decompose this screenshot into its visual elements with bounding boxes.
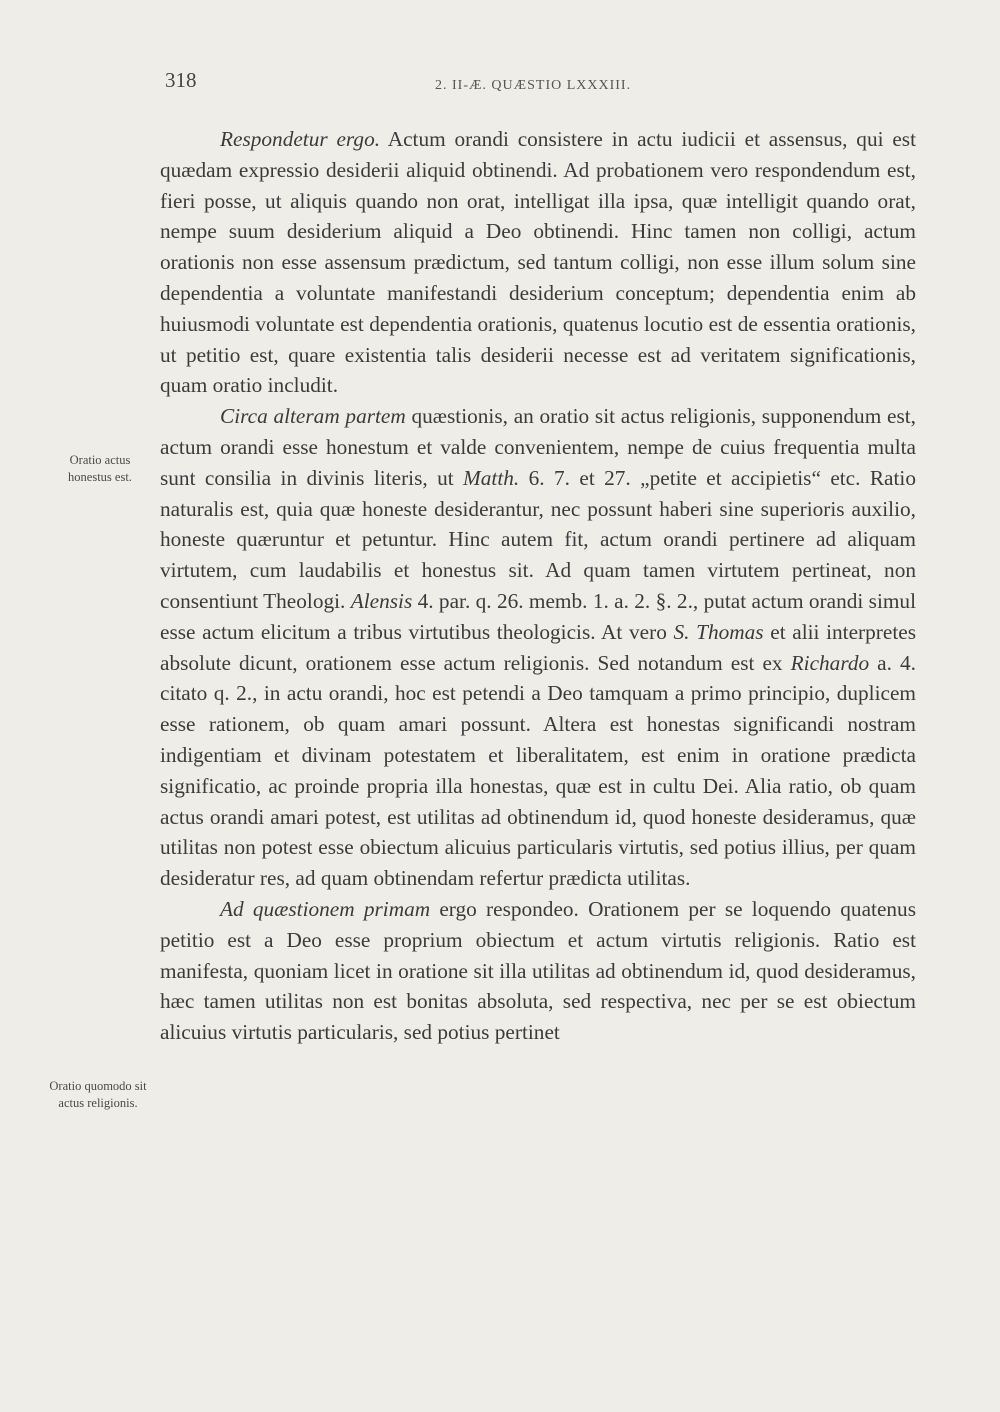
paragraph-body: quæstionis, an oratio sit actus religionis, supponendum est, actum orandi esse honestum et valde convenientem, nempe de cuius frequentia multa sunt consilia in divinis literis, ut: [160, 404, 916, 490]
body-text: [160, 124, 916, 1048]
paragraph-body: et alii interpretes absolute dicunt, orationem esse actum religionis. Sed notandum est ex: [160, 619, 916, 675]
marginal-note-2: Oratio quomodo sit actus religionis.: [49, 1079, 147, 1110]
paragraph-body: a. 4. citato q. 2., in actu orandi, hoc est petendi a Deo tamquam a primo principio, duplicem esse rationem, ob quam amari possunt. Altera est honestas significandi nostram indigentiam et divinam potestatem et liberalitatem, est enim in oratione prædicta significatio, ac proinde propria illa honestas, quæ est in cultu Dei. Alia ratio, ob quam actus orandi amari potest, est utilitas ad obtinendum id, quod honeste desideramus, quæ utilitas non potest esse obiectum alicuius particularis virtutis, sed potius illius, per quam desideratur res, ad quam obtinendam refertur prædicta utilitas.: [160, 650, 916, 891]
paragraph-lead: Respondetur ergo.: [220, 127, 381, 151]
marginal-note-1: Oratio actus honestus est.: [68, 453, 132, 484]
page-number: 318: [165, 68, 197, 92]
paragraph-lead: Circa alteram partem: [220, 404, 406, 429]
citation: S. Thomas: [673, 619, 764, 644]
paragraph-2: [160, 401, 916, 894]
page-header: [165, 68, 895, 98]
paragraph-1: [160, 124, 916, 401]
citation: Richardo: [790, 650, 870, 675]
paragraph-body: ergo respondeo. Orationem per se loquendo quatenus petitio est a Deo esse proprium obiectum et actum virtutis religionis. Ratio est manifesta, quoniam licet in oratione sit illa utilitas ad obtinendum id, quod desideramus, hæc tamen utilitas non est bonitas absoluta, sed respectiva, nec per se est obiectum alicuius virtutis particularis, sed potius pertinet: [160, 896, 916, 1045]
citation: Matth.: [463, 465, 520, 490]
paragraph-lead: Ad quæstionem primam: [220, 896, 431, 921]
paragraph-body: 4. par. q. 26. memb. 1. a. 2. §. 2., putat actum orandi simul esse actum elicitum a tribus virtutibus theologicis. At vero: [160, 588, 916, 644]
paragraph-3: [160, 894, 916, 1048]
paragraph-body: Actum orandi consistere in actu iudicii et assensus, qui est quædam expressio desiderii aliquid obtinendi. Ad probationem vero respondendum est, fieri posse, ut aliquis quando non orat, intelligat illa ipsa, quæ intelligit quando orat, nempe suum desiderium aliquid a Deo obtinendi. Hinc tamen non colligi, actum orationis non esse assensum prædictum, sed tantum colligi, non esse illum solum sine dependentia a voluntate manifestandi desiderium conceptum; dependentia enim ab huiusmodi voluntate est dependentia orationis, quatenus locutio est de essentia orationis, ut petitio est, quare existentia talis desiderii necesse est ad veritatem significationis, quam oratio includit.: [160, 127, 916, 398]
paragraph-body: 6. 7. et 27. „petite et accipietis“ etc. Ratio naturalis est, quia quæ honeste desiderantur, nec possunt haberi sine superioris auxilio, honeste quæruntur et petuntur. Hinc autem fit, actum orandi pertinere ad aliquam virtutem, cum laudabilis et honestus sit. Ad quam tamen virtutem pertineat, non consentiunt Theologi.: [160, 465, 916, 613]
citation: Alensis: [350, 588, 413, 613]
running-head: 2. II-Æ. QUÆSTIO LXXXIII.: [435, 78, 632, 93]
